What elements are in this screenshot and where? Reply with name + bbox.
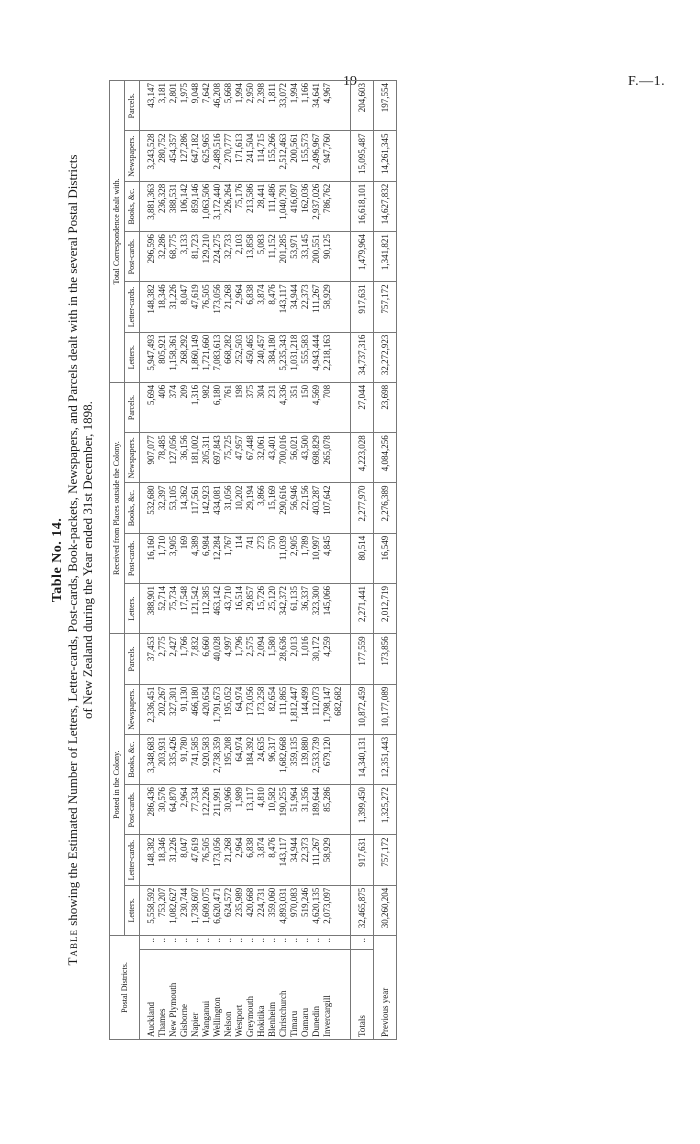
previous-cell: 14,261,345: [374, 131, 397, 181]
totals-cell: 10,872,459: [351, 684, 374, 734]
previous-year-row: [374, 81, 397, 1040]
page-reference: F.—1.: [628, 74, 666, 89]
received-letters-column: 388,901 52,714 75,734 17,548 121,542 112,385 463,142 43,710 16,514 29,857 15,726 25,120 342,372 61,135 36,337 323,300 145,066: [140, 584, 351, 634]
statistics-table: [109, 80, 397, 1040]
header-group-total: Total Correspondence dealt with.: [110, 81, 125, 383]
header-group-received: Received from Places outside the Colony.: [110, 382, 125, 633]
received-books-column: 532,680 32,397 53,105 14,362 117,561 142,923 434,081 31,056 10,202 29,194 3,866 15,169 290,616 56,946 22,156 403,287 107,642: [140, 483, 351, 533]
previous-cell: 2,012,719: [374, 584, 397, 634]
previous-cell: 10,177,089: [374, 684, 397, 734]
totals-cell: 15,095,487: [351, 131, 374, 181]
totals-cell: 16,618,101: [351, 181, 374, 231]
table-title-prefix: Table: [65, 929, 80, 966]
header-total-parcels: Parcels.: [125, 81, 140, 132]
leader-dots: .. .. .. .. .. .. .. .. .. .. .. .. .. .. .. .. ..: [140, 936, 351, 950]
total-letters-column: 5,947,493 805,921 1,158,361 268,292 1,860,149 1,721,660 7,083,613 668,282 252,503 450,465 240,457 384,180 5,235,343 1,031,218 555,583 4,943,444 2,218,163: [140, 332, 351, 382]
previous-cell: 2,276,389: [374, 483, 397, 533]
header-received-post-cards: Post-cards.: [125, 533, 140, 583]
totals-cell: 177,559: [351, 634, 374, 684]
header-posted-post-cards: Post-cards.: [125, 785, 140, 835]
total-letter-cards-column: 148,382 18,346 31,226 8,047 47,619 76,505 173,056 21,268 2,964 6,838 3,874 8,476 143,117 34,944 22,373 111,267 58,929: [140, 282, 351, 332]
header-posted-letter-cards: Letter-cards.: [125, 835, 140, 885]
totals-cell: 204,603: [351, 81, 374, 132]
totals-cell: 14,340,131: [351, 734, 374, 784]
previous-cell: 23,698: [374, 382, 397, 432]
previous-year-label: Previous year: [374, 936, 397, 1040]
district-names: Auckland Thames New Plymouth Gisborne Napier Wanganui Wellington Nelson Westport Greymouth Hokitika Blenheim Christchurch Timaru Oamaru Dunedin Invercargill: [140, 950, 351, 1040]
totals-cell: 4,223,028: [351, 433, 374, 483]
previous-cell: 16,549: [374, 533, 397, 583]
header-total-post-cards: Post-cards.: [125, 232, 140, 282]
previous-cell: 757,172: [374, 282, 397, 332]
table-row: [140, 81, 351, 1040]
totals-cell: 917,631: [351, 282, 374, 332]
table-title-line2: of New Zealand during the Year ended 31st December, 1898.: [80, 401, 95, 719]
posted-books-column: 3,348,683 203,931 335,426 91,780 741,585 920,583 2,738,359 195,208 64,974 184,392 24,635 96,317 1,682,668 359,135 139,880 2,533,739 679,120: [140, 734, 351, 784]
previous-cell: 12,351,443: [374, 734, 397, 784]
previous-cell: 30,260,204: [374, 885, 397, 935]
header-posted-newspapers: Newspapers.: [125, 684, 140, 734]
previous-cell: 32,272,923: [374, 332, 397, 382]
totals-cell: 1,399,450: [351, 785, 374, 835]
header-received-books: Books, &c.: [125, 483, 140, 533]
header-received-parcels: Parcels.: [125, 382, 140, 432]
received-parcels-column: 5,694 406 374 209 1,316 982 6,180 761 198 375 304 231 4,336 351 150 4,569 708: [140, 382, 351, 432]
total-books-column: 3,881,363 236,328 388,531 106,142 859,146 1,063,506 3,172,440 226,264 75,176 213,586 28,441 111,486 1,040,791 416,097 162,036 2,937,026 786,762: [140, 181, 351, 231]
totals-row: [351, 81, 374, 1040]
posted-post-cards-column: 286,436 30,576 64,870 2,964 77,334 122,226 211,991 30,966 1,989 13,117 4,810 10,582 190,255 51,964 31,356 189,644 85,286: [140, 785, 351, 835]
header-total-newspapers: Newspapers.: [125, 131, 140, 181]
totals-cell: 2,271,441: [351, 584, 374, 634]
header-posted-books: Books, &c.: [125, 734, 140, 784]
leader-dots: ..: [351, 936, 374, 950]
received-newspapers-column: 907,077 78,485 127,056 36,156 181,002 205,311 697,843 75,725 47,957 67,448 32,061 43,401 700,016 56,021 43,500 698,829 265,078: [140, 433, 351, 483]
total-post-cards-column: 296,596 32,286 68,775 3,133 81,723 129,210 224,275 32,733 2,103 13,858 5,083 11,152 201,285 53,971 33,145 200,551 90,125: [140, 232, 351, 282]
header-total-letter-cards: Letter-cards.: [125, 282, 140, 332]
previous-cell: 197,554: [374, 81, 397, 132]
page-number: 19: [343, 74, 357, 89]
previous-cell: 4,084,256: [374, 433, 397, 483]
header-total-letters: Letters.: [125, 332, 140, 382]
totals-cell: 32,465,875: [351, 885, 374, 935]
previous-cell: 1,325,272: [374, 785, 397, 835]
header-total-books: Books, &c.: [125, 181, 140, 231]
rotated-table-block: [50, 80, 640, 1040]
header-received-letters: Letters.: [125, 584, 140, 634]
totals-cell: 27,044: [351, 382, 374, 432]
total-newspapers-column: 3,243,528 280,752 454,357 127,286 647,182 625,965 2,489,516 270,777 171,613 241,504 114,715 155,266 2,512,463 200,561 155,573 2,496,967 947,760: [140, 131, 351, 181]
previous-cell: 173,856: [374, 634, 397, 684]
posted-letters-column: 5,558,592 753,207 1,082,627 230,744 1,738,607 1,609,075 6,620,471 624,572 235,989 420,668 224,731 359,060 4,893,031 970,083 519,246 4,620,135 2,073,097: [140, 885, 351, 935]
posted-newspapers-column: 2,336,451 202,267 327,301 91,130 466,180 420,654 1,791,673 195,052 64,974 173,056 173,258 82,654 111,865 1,812,447 144,499 112,073 1,798,147 682,682: [140, 684, 351, 734]
previous-cell: 1,341,821: [374, 232, 397, 282]
posted-letter-cards-column: 148,382 18,346 31,226 8,047 47,619 76,505 173,056 21,268 2,964 6,838 3,874 8,476 143,117 34,944 22,373 111,267 58,929: [140, 835, 351, 885]
header-posted-parcels: Parcels.: [125, 634, 140, 684]
totals-cell: 917,631: [351, 835, 374, 885]
posted-parcels-column: 37,453 2,775 2,427 1,766 7,832 6,660 40,028 4,997 1,796 2,575 2,094 1,580 28,636 2,013 1,016 30,172 4,259: [140, 634, 351, 684]
table-number: Table No. 14.: [50, 517, 65, 603]
totals-cell: 1,479,964: [351, 232, 374, 282]
header-received-newspapers: Newspapers.: [125, 433, 140, 483]
header-district: Postal Districts.: [110, 936, 140, 1040]
totals-cell: 34,737,316: [351, 332, 374, 382]
table-title-line1: [65, 80, 80, 1040]
totals-label: Totals: [351, 950, 374, 1040]
table-title-text: showing the Estimated Number of Letters, Letter-cards, Post-cards, Book-packets, Newspapers, and Parcels dealt with in the several Postal Districts: [65, 154, 80, 930]
totals-cell: 2,277,970: [351, 483, 374, 533]
header-posted-letters: Letters.: [125, 885, 140, 935]
previous-cell: 757,172: [374, 835, 397, 885]
totals-cell: 80,514: [351, 533, 374, 583]
received-post-cards-column: 16,160 1,710 3,905 169 4,389 6,984 12,284 1,767 114 741 273 570 11,039 2,905 1,789 10,997 4,845: [140, 533, 351, 583]
previous-cell: 14,627,832: [374, 181, 397, 231]
header-group-posted: Posted in the Colony.: [110, 634, 125, 936]
total-parcels-column: 43,147 3,181 2,801 1,975 9,048 7,642 46,208 5,668 1,994 2,950 2,398 1,811 33,072 1,994 1,166 34,641 4,967: [140, 81, 351, 132]
